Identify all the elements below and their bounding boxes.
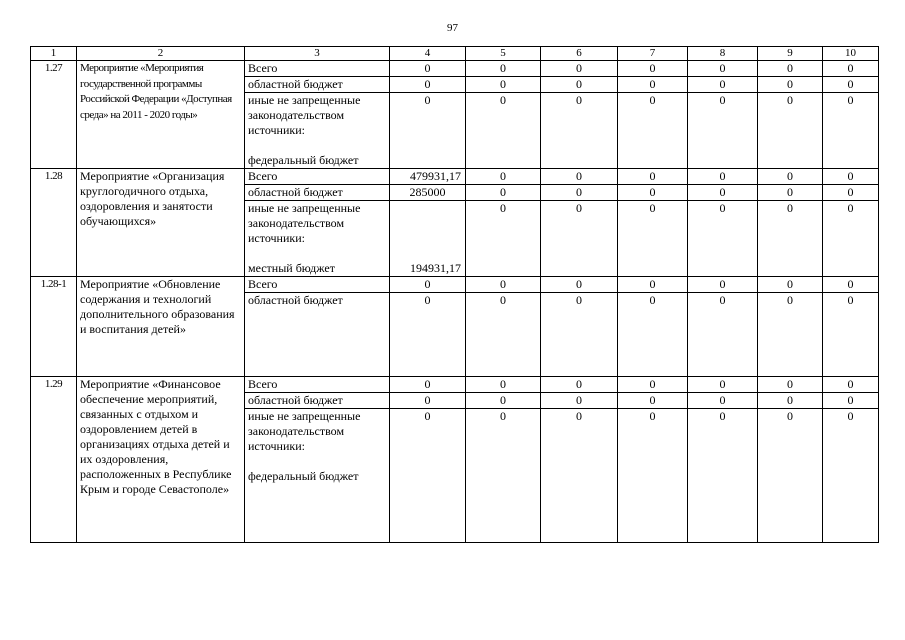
col-header: 4 bbox=[390, 47, 466, 61]
funding-source: иные не запрещенные законодательством источники: bbox=[248, 409, 361, 453]
value-cell: 0 bbox=[618, 393, 688, 409]
value-cell: 0 bbox=[823, 409, 879, 543]
value-cell: 0 bbox=[823, 377, 879, 393]
value-cell: 0 bbox=[823, 393, 879, 409]
value-cell: 0 bbox=[688, 77, 758, 93]
row-description: Мероприятие «Финансовое обеспечение мероприятий, связанных с отдыхом и оздоровлением детей в организациях отдыха детей и их оздоровления, расположенных в Республике Крым и городе Севастополе» bbox=[77, 377, 245, 543]
value-cell: 0 bbox=[618, 77, 688, 93]
value-cell: 0 bbox=[390, 293, 466, 377]
value-cell: 0 bbox=[758, 169, 823, 185]
value-cell: 0 bbox=[758, 293, 823, 377]
value-cell: 0 bbox=[466, 377, 541, 393]
value-cell: 0 bbox=[541, 77, 618, 93]
funding-source: иные не запрещенные законодательством источники: bbox=[248, 201, 361, 245]
value-cell: 0 bbox=[618, 61, 688, 77]
col-header: 2 bbox=[77, 47, 245, 61]
value-cell: 0 bbox=[688, 393, 758, 409]
row-number: 1.27 bbox=[31, 61, 77, 169]
col-header: 8 bbox=[688, 47, 758, 61]
funding-source bbox=[245, 201, 390, 262]
value-cell: 0 bbox=[688, 93, 758, 169]
value-cell: 194931,17 bbox=[390, 261, 466, 277]
value-cell: 0 bbox=[541, 185, 618, 201]
value-cell: 0 bbox=[758, 277, 823, 293]
value-cell: 0 bbox=[390, 77, 466, 93]
value-cell: 0 bbox=[823, 77, 879, 93]
value-cell: 0 bbox=[758, 393, 823, 409]
funding-source: областной бюджет bbox=[245, 393, 390, 409]
value-cell: 0 bbox=[823, 201, 879, 277]
value-cell: 0 bbox=[823, 61, 879, 77]
value-cell: 0 bbox=[466, 77, 541, 93]
funding-source: федеральный бюджет bbox=[248, 153, 359, 167]
value-cell: 0 bbox=[758, 409, 823, 543]
value-cell: 0 bbox=[618, 169, 688, 185]
col-header: 3 bbox=[245, 47, 390, 61]
funding-source: областной бюджет bbox=[245, 293, 390, 377]
funding-source: федеральный бюджет bbox=[248, 469, 359, 483]
funding-source: Всего bbox=[245, 377, 390, 393]
value-cell: 0 bbox=[823, 293, 879, 377]
value-cell: 0 bbox=[688, 293, 758, 377]
value-cell: 0 bbox=[466, 393, 541, 409]
col-header: 6 bbox=[541, 47, 618, 61]
col-header: 1 bbox=[31, 47, 77, 61]
value-cell: 0 bbox=[823, 169, 879, 185]
funding-source: Всего bbox=[245, 61, 390, 77]
value-cell: 0 bbox=[688, 201, 758, 277]
value-cell: 0 bbox=[758, 93, 823, 169]
value-cell: 0 bbox=[823, 93, 879, 169]
col-header: 7 bbox=[618, 47, 688, 61]
value-cell: 0 bbox=[541, 61, 618, 77]
row-description: Мероприятие «Обновление содержания и технологий дополнительного образования и воспитания детей» bbox=[77, 277, 245, 377]
table-row bbox=[31, 277, 879, 293]
value-cell: 0 bbox=[541, 393, 618, 409]
value-cell: 0 bbox=[618, 201, 688, 277]
funding-source: областной бюджет bbox=[245, 185, 390, 201]
value-cell: 0 bbox=[390, 277, 466, 293]
funding-source: областной бюджет bbox=[245, 77, 390, 93]
value-cell: 479931,17 bbox=[390, 169, 466, 185]
page-number: 97 bbox=[447, 22, 458, 34]
budget-table bbox=[30, 46, 879, 543]
col-header: 9 bbox=[758, 47, 823, 61]
value-cell: 0 bbox=[688, 61, 758, 77]
value-cell: 0 bbox=[618, 185, 688, 201]
value-cell: 0 bbox=[758, 377, 823, 393]
value-cell: 0 bbox=[466, 61, 541, 77]
value-cell: 0 bbox=[541, 293, 618, 377]
table-row bbox=[31, 169, 879, 185]
value-cell: 0 bbox=[541, 201, 618, 277]
funding-source: Всего bbox=[245, 169, 390, 185]
table-row bbox=[31, 61, 879, 77]
value-cell: 0 bbox=[688, 169, 758, 185]
value-cell: 0 bbox=[541, 409, 618, 543]
row-number: 1.28 bbox=[31, 169, 77, 277]
value-cell: 0 bbox=[758, 185, 823, 201]
value-cell: 0 bbox=[466, 185, 541, 201]
value-cell: 0 bbox=[758, 61, 823, 77]
row-number: 1.29 bbox=[31, 377, 77, 543]
value-cell: 0 bbox=[541, 277, 618, 293]
value-cell: 0 bbox=[823, 185, 879, 201]
value-cell bbox=[390, 201, 466, 262]
value-cell: 0 bbox=[466, 93, 541, 169]
value-cell: 0 bbox=[758, 77, 823, 93]
value-cell: 285000 bbox=[390, 185, 466, 201]
value-cell: 0 bbox=[541, 377, 618, 393]
value-cell: 0 bbox=[390, 377, 466, 393]
funding-source-group bbox=[245, 93, 390, 169]
value-cell: 0 bbox=[618, 409, 688, 543]
row-description: Мероприятие «Организация круглогодичного отдыха, оздоровления и занятости обучающихся» bbox=[77, 169, 245, 277]
funding-source-group bbox=[245, 409, 390, 543]
value-cell: 0 bbox=[390, 61, 466, 77]
funding-source: местный бюджет bbox=[245, 261, 390, 277]
value-cell: 0 bbox=[466, 409, 541, 543]
value-cell: 0 bbox=[688, 377, 758, 393]
value-cell: 0 bbox=[390, 409, 466, 543]
row-description: Мероприятие «Мероприятия государственной программы Российской Федерации «Доступная среда» на 2011 - 2020 годы» bbox=[77, 61, 245, 169]
value-cell: 0 bbox=[688, 409, 758, 543]
header-row bbox=[31, 47, 879, 61]
value-cell: 0 bbox=[466, 277, 541, 293]
value-cell: 0 bbox=[758, 201, 823, 277]
value-cell: 0 bbox=[823, 277, 879, 293]
value-cell: 0 bbox=[618, 93, 688, 169]
value-cell: 0 bbox=[466, 169, 541, 185]
table-row bbox=[31, 377, 879, 393]
value-cell: 0 bbox=[618, 377, 688, 393]
value-cell: 0 bbox=[688, 277, 758, 293]
value-cell: 0 bbox=[390, 393, 466, 409]
funding-source: Всего bbox=[245, 277, 390, 293]
value-cell: 0 bbox=[541, 93, 618, 169]
value-cell: 0 bbox=[618, 293, 688, 377]
value-cell: 0 bbox=[390, 93, 466, 169]
col-header: 10 bbox=[823, 47, 879, 61]
value-cell: 0 bbox=[618, 277, 688, 293]
value-cell: 0 bbox=[688, 185, 758, 201]
value-cell: 0 bbox=[541, 169, 618, 185]
row-number: 1.28-1 bbox=[31, 277, 77, 377]
funding-source: иные не запрещенные законодательством источники: bbox=[248, 93, 361, 137]
value-cell: 0 bbox=[466, 293, 541, 377]
col-header: 5 bbox=[466, 47, 541, 61]
value-cell: 0 bbox=[466, 201, 541, 277]
